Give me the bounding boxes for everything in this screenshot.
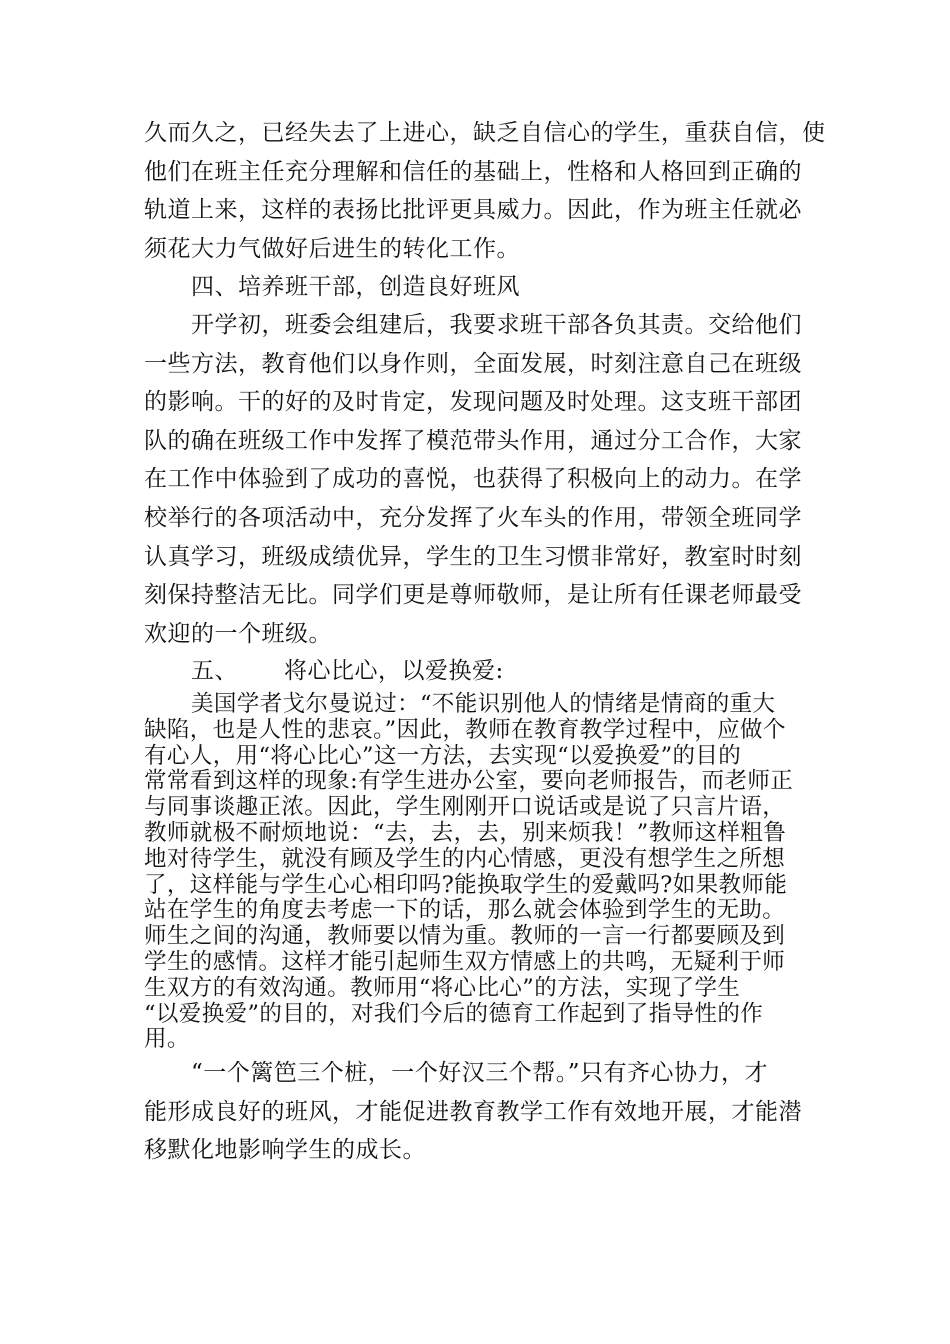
paragraph-1-line-1: 久而久之，已经失去了上进心，缺乏自信心的学生，重获自信，使 <box>144 120 826 146</box>
paragraph-2-line-2: 一些方法，教育他们以身作则，全面发展，时刻注意自己在班级 <box>144 350 802 377</box>
paragraph-1-line-4: 须花大力气做好后进生的转化工作。 <box>144 235 520 262</box>
section-heading-5-title: 将心比心，以爱换爱: <box>284 658 504 684</box>
paragraph-3-line-5: 与同事谈趣正浓。因此，学生刚刚开口说话或是说了只言片语， <box>144 794 786 821</box>
section-heading-4 <box>144 268 857 307</box>
paragraph-3-line-2: 缺陷，也是人性的悲哀。”因此，教师在教育教学过程中，应做个 <box>144 716 786 743</box>
section-heading-5 <box>144 652 857 691</box>
paragraph-2-line-8: 刻保持整洁无比。同学们更是尊师敬师，是让所有任课老师最受 <box>144 582 802 609</box>
paragraph-2-line-3: 的影响。干的好的及时肯定，发现问题及时处理。这支班干部团 <box>144 389 802 416</box>
paragraph-2-line-1: 开学初，班委会组建后，我要求班干部各负其责。交给他们 <box>191 312 802 338</box>
paragraph-3-line-10: 师生之间的沟通，教师要以情为重。教师的一言一行都要顾及到 <box>144 923 786 950</box>
paragraph-3-line-7: 地对待学生，就没有顾及学生的内心情感，更没有想学生之所想 <box>144 845 786 872</box>
paragraph-2-line-4: 队的确在班级工作中发挥了模范带头作用，通过分工合作，大家 <box>144 427 802 454</box>
paragraph-3-line-3: 有心人，用“将心比心”这一方法，去实现“以爱换爱”的目的 <box>144 742 742 769</box>
section-heading-5-line <box>191 652 857 691</box>
section-heading-4-text: 四、培养班干部，创造良好班风 <box>191 274 520 300</box>
paragraph-3-line-9: 站在学生的角度去考虑一下的话，那么就会体验到学生的无助。 <box>144 897 786 924</box>
paragraph-3-line-13: “以爱换爱”的目的，对我们今后的德育工作起到了指导性的作 <box>144 1000 764 1027</box>
paragraph-4-line-2: 能形成良好的班风，才能促进教育教学工作有效地开展，才能潜 <box>144 1098 802 1125</box>
paragraph-3-line-6: 教师就极不耐烦地说：“去，去，去，别来烦我！”教师这样粗鲁 <box>144 819 787 846</box>
paragraph-2 <box>144 306 810 653</box>
paragraph-2-line-7: 认真学习，班级成绩优异，学生的卫生习惯非常好，教室时时刻 <box>144 543 802 570</box>
paragraph-3-line-11: 学生的感情。这样才能引起师生双方情感上的共鸣，无疑利于师 <box>144 948 786 975</box>
paragraph-3-line-8: 了，这样能与学生心心相印吗?能换取学生的爱戴吗?如果教师能 <box>144 871 788 898</box>
paragraph-1-line-3: 轨道上来，这样的表扬比批评更具威力。因此，作为班主任就必 <box>144 197 802 224</box>
paragraph-2-line-5: 在工作中体验到了成功的喜悦，也获得了积极向上的动力。在学 <box>144 466 802 493</box>
paragraph-4-line-1: “一个篱笆三个桩，一个好汉三个帮。”只有齐心协力，才 <box>191 1060 769 1086</box>
paragraph-1 <box>144 114 826 268</box>
paragraph-2-line-9: 欢迎的一个班级。 <box>144 620 332 647</box>
paragraph-3-line-1: 美国学者戈尔曼说过：“不能识别他人的情绪是情商的重大 <box>191 691 776 717</box>
paragraph-4 <box>144 1054 810 1170</box>
section-heading-5-number: 五、 <box>191 658 238 684</box>
paragraph-4-line-3: 移默化地影响学生的成长。 <box>144 1137 426 1164</box>
paragraph-3 <box>144 692 810 1053</box>
paragraph-2-line-6: 校举行的各项活动中，充分发挥了火车头的作用，带领全班同学 <box>144 504 802 531</box>
paragraph-3-line-4: 常常看到这样的现象:有学生进办公室，要向老师报告，而老师正 <box>144 768 794 795</box>
paragraph-1-line-2: 他们在班主任充分理解和信任的基础上，性格和人格回到正确的 <box>144 158 802 185</box>
paragraph-3-line-12: 生双方的有效沟通。教师用“将心比心”的方法，实现了学生 <box>144 974 741 1001</box>
paragraph-3-line-14: 用。 <box>144 1026 190 1053</box>
